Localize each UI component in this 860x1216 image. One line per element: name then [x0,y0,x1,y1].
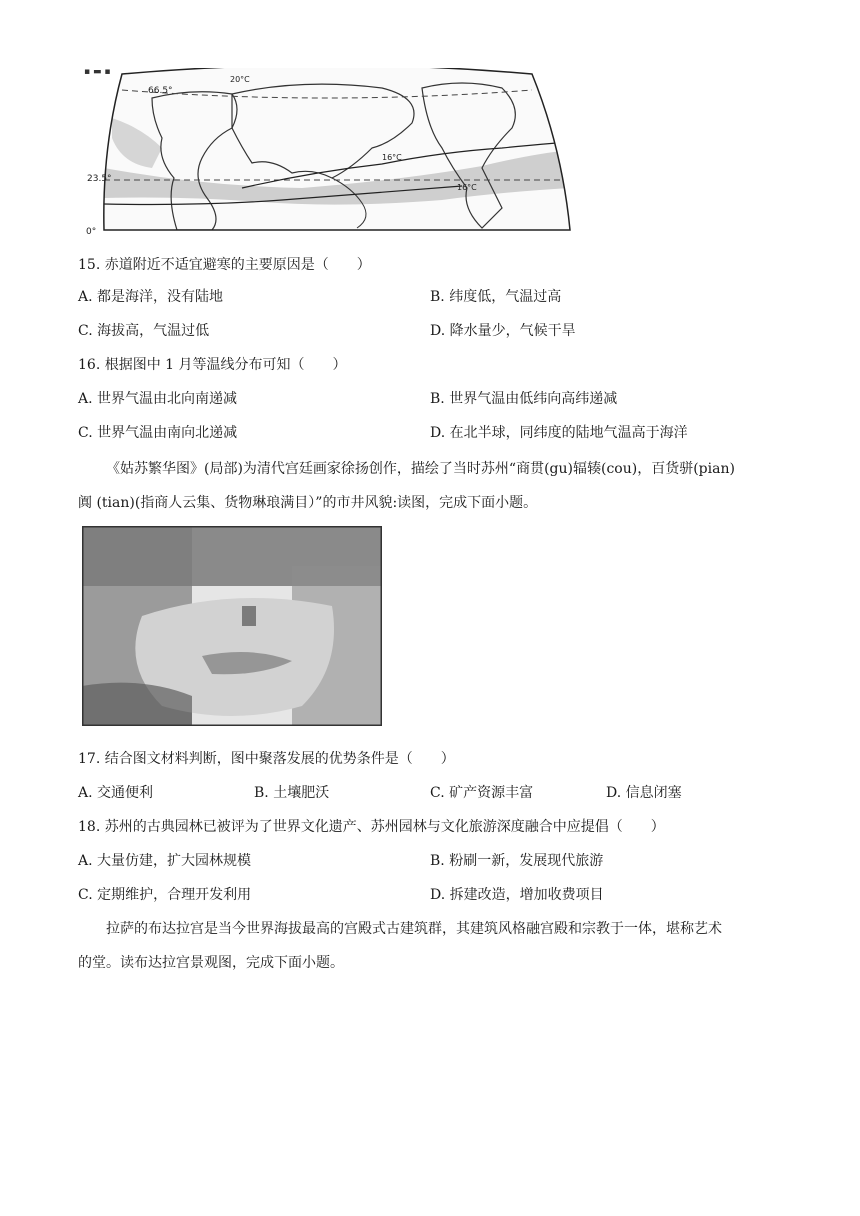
question-17-option-b[interactable]: B. 土壤肥沃 [254,785,330,801]
question-16-stem: 16. 根据图中 1 月等温线分布可知（ ） [78,357,347,373]
latitude-label-23: 23.5° [87,174,112,184]
isotherm-label-c: 16°C [457,183,477,192]
potala-passage-line-1: 拉萨的布达拉宫是当今世界海拔最高的宫殿式古建筑群，其建筑风格融宫殿和宗教于一体，堪称艺术 [106,921,722,937]
question-18-option-a[interactable]: A. 大量仿建，扩大园林规模 [78,853,252,869]
question-17-option-a[interactable]: A. 交通便利 [78,785,154,801]
question-18-stem: 18. 苏州的古典园林已被评为了世界文化遗产、苏州园林与文化旅游深度融合中应提倡（ ） [78,819,665,835]
potala-passage [78,912,798,980]
latitude-label-66: 66.5° [148,86,173,96]
world-isotherm-map [82,68,572,236]
question-17-option-c[interactable]: C. 矿产资源丰富 [430,785,534,801]
suzhou-passage [78,452,798,520]
question-18-option-d[interactable]: D. 拆建改造，增加收费项目 [430,887,604,903]
suzhou-passage-line-1: 《姑苏繁华图》(局部)为清代宫廷画家徐扬创作，描绘了当时苏州“商贯(gu)辐辏(cou)，百货骈(pian) [106,461,735,477]
question-17-stem: 17. 结合图文材料判断，图中聚落发展的优势条件是（ ） [78,751,455,767]
latitude-label-0: 0° [86,227,97,236]
question-17-option-d[interactable]: D. 信息闭塞 [606,785,682,801]
question-15-stem: 15. 赤道附近不适宜避寒的主要原因是（ ） [78,257,371,273]
question-15-option-a[interactable]: A. 都是海洋，没有陆地 [78,289,224,305]
question-18-option-b[interactable]: B. 粉刷一新，发展现代旅游 [430,853,604,869]
question-16-option-d[interactable]: D. 在北半球，同纬度的陆地气温高于海洋 [430,425,688,441]
question-16-option-b[interactable]: B. 世界气温由低纬向高纬递减 [430,391,618,407]
gusu-painting-image [82,526,382,726]
suzhou-passage-line-2: 阗 (tian)(指商人云集、货物琳琅满目）”的市井风貌:读图，完成下面小题。 [78,495,538,511]
question-15-option-d[interactable]: D. 降水量少，气候干旱 [430,323,576,339]
question-15-option-c[interactable]: C. 海拔高，气温过低 [78,323,210,339]
potala-passage-line-2: 的堂。读布达拉宫景观图，完成下面小题。 [78,955,344,971]
question-18-option-c[interactable]: C. 定期维护，合理开发利用 [78,887,252,903]
svg-text:▪ ▬ ▪: ▪ ▬ ▪ [84,68,111,77]
question-15-option-b[interactable]: B. 纬度低，气温过高 [430,289,562,305]
isotherm-label-b: 16°C [382,153,402,162]
isotherm-label-a: 20°C [230,75,250,84]
question-16-option-a[interactable]: A. 世界气温由北向南递减 [78,391,238,407]
question-16-option-c[interactable]: C. 世界气温由南向北递减 [78,425,238,441]
